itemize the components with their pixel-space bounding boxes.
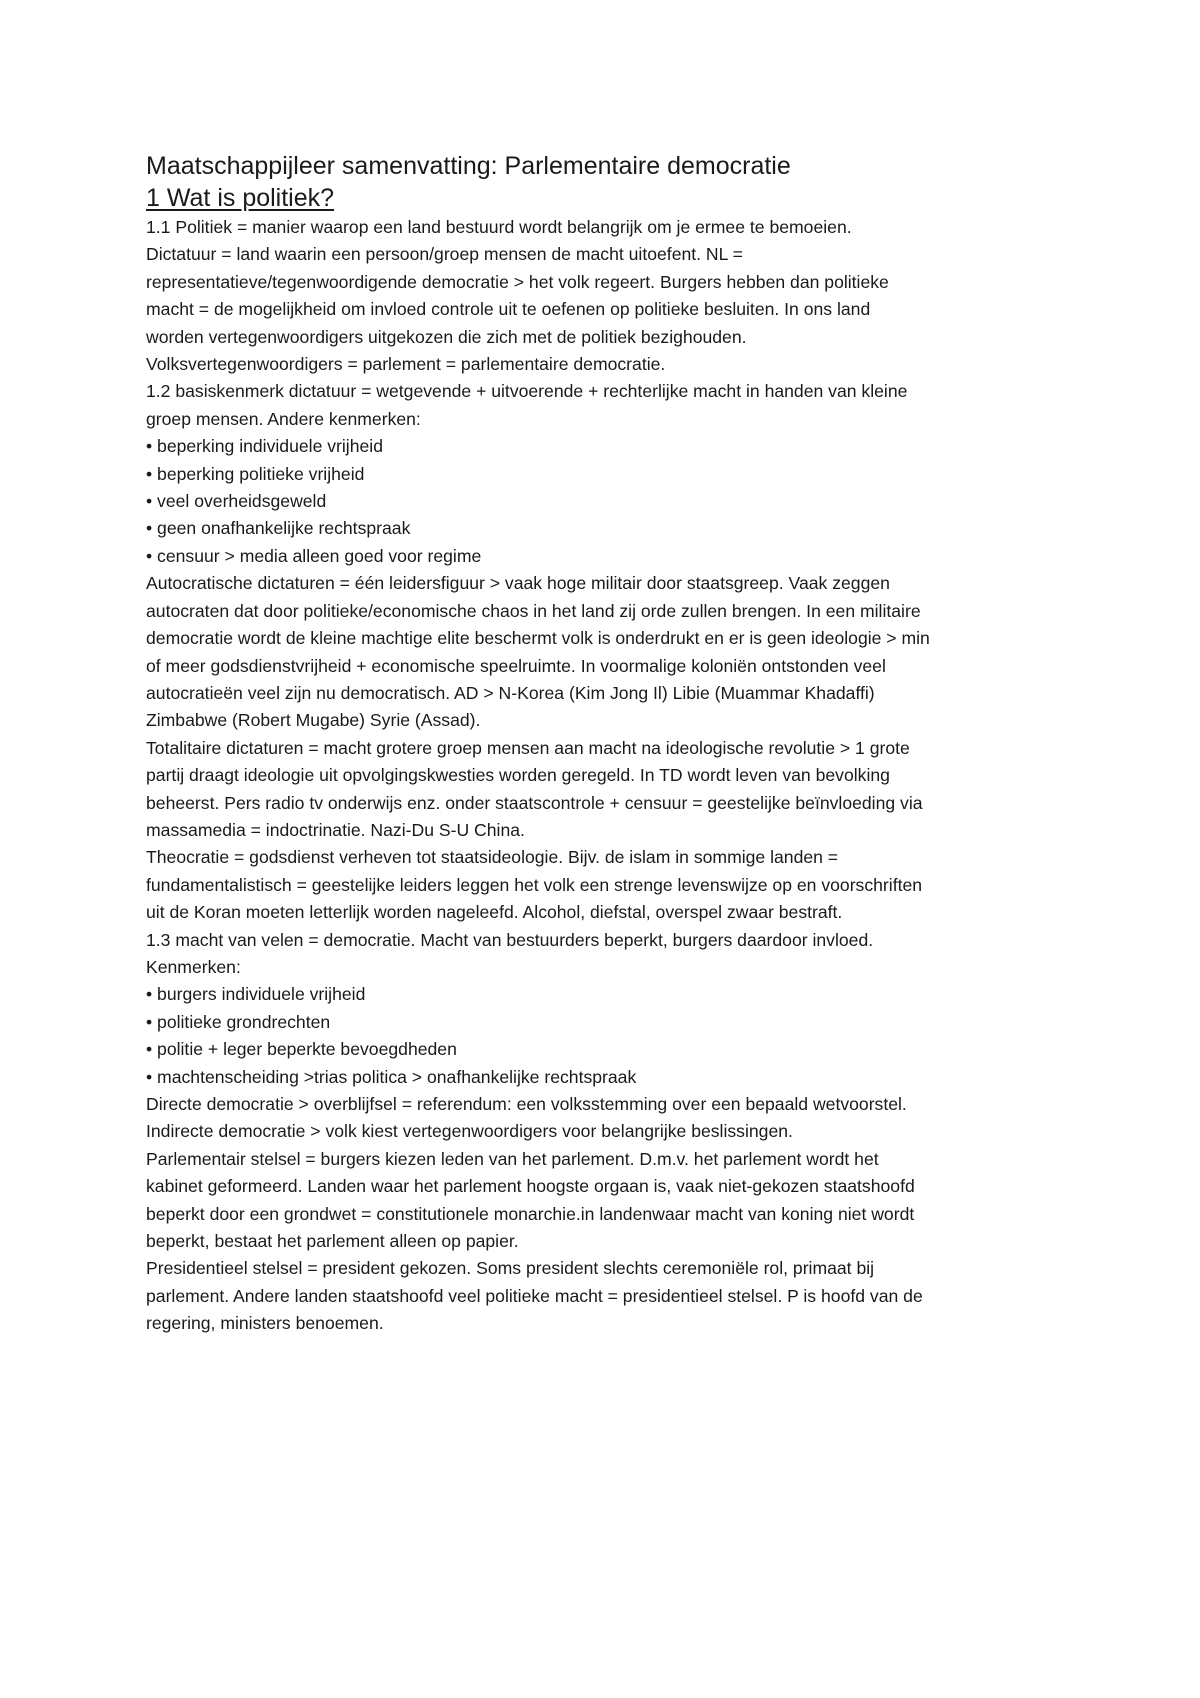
text-line: Autocratische dictaturen = één leidersfiguur > vaak hoge militair door staatsgreep. Vaak zeggen (146, 573, 890, 594)
text-line: Dictatuur = land waarin een persoon/groep mensen de macht uitoefent. NL = (146, 244, 743, 265)
text-line: Volksvertegenwoordigers = parlement = parlementaire democratie. (146, 354, 666, 375)
text-line: • politie + leger beperkte bevoegdheden (146, 1039, 457, 1060)
text-line: Kenmerken: (146, 956, 241, 977)
text-line: autocratieën veel zijn nu democratisch. AD > N-Korea (Kim Jong Il) Libie (Muammar Khadaffi) (146, 682, 875, 703)
text-line: regering, ministers benoemen. (146, 1313, 384, 1334)
text-line: kabinet geformeerd. Landen waar het parlement hoogste orgaan is, vaak niet-gekozen staatshoofd (146, 1176, 915, 1197)
text-line: Directe democratie > overblijfsel = referendum: een volksstemming over een bepaald wetvoorstel. (146, 1094, 907, 1114)
text-line: • beperking individuele vrijheid (146, 436, 383, 457)
text-line: Indirecte democratie > volk kiest vertegenwoordigers voor belangrijke beslissingen. (146, 1121, 793, 1142)
text-line: 1.3 macht van velen = democratie. Macht van bestuurders beperkt, burgers daardoor invloed. (146, 929, 874, 950)
text-line: • censuur > media alleen goed voor regime (146, 545, 482, 566)
document-body (146, 150, 1076, 1338)
text-line: • machtenscheiding >trias politica > onafhankelijke rechtspraak (146, 1066, 637, 1087)
text-line: democratie wordt de kleine machtige elite beschermt volk is onderdrukt en er is geen ideologie > min (146, 628, 930, 649)
text-line: parlement. Andere landen staatshoofd veel politieke macht = presidentieel stelsel. P is hoofd van de (146, 1285, 923, 1306)
text-line: beperkt door een grondwet = constitutionele monarchie.in landenwaar macht van koning niet wordt (146, 1203, 915, 1224)
text-line: representatieve/tegenwoordigende democratie > het volk regeert. Burgers hebben dan politieke (146, 271, 889, 292)
text-line: uit de Koran moeten letterlijk worden nageleefd. Alcohol, diefstal, overspel zwaar bestraft. (146, 902, 843, 923)
section-heading: 1 Wat is politiek? (146, 184, 335, 212)
text-line: worden vertegenwoordigers uitgekozen die zich met de politiek bezighouden. (146, 326, 747, 347)
text-line: Parlementair stelsel = burgers kiezen leden van het parlement. D.m.v. het parlement wordt het (146, 1148, 879, 1169)
text-line: beheerst. Pers radio tv onderwijs enz. onder staatscontrole + censuur = geestelijke beïnvloeding via (146, 792, 923, 813)
text-line: groep mensen. Andere kenmerken: (146, 408, 421, 429)
text-line: partij draagt ideologie uit opvolgingskwesties worden geregeld. In TD wordt leven van bevolking (146, 765, 890, 786)
text-line: autocraten dat door politieke/economische chaos in het land zij orde zullen brengen. In een militaire (146, 600, 921, 621)
text-line: • geen onafhankelijke rechtspraak (146, 518, 411, 539)
text-line: Presidentieel stelsel = president gekozen. Soms president slechts ceremoniële rol, primaat bij (146, 1258, 875, 1279)
document-title: Maatschappijleer samenvatting: Parlementaire democratie (146, 152, 791, 180)
text-line: Totalitaire dictaturen = macht grotere groep mensen aan macht na ideologische revolutie > 1 grote (146, 737, 910, 758)
text-line: of meer godsdienstvrijheid + economische speelruimte. In voormalige koloniën ontstonden veel (146, 655, 886, 676)
text-line: 1.2 basiskenmerk dictatuur = wetgevende + uitvoerende + rechterlijke macht in handen van kleine (146, 381, 908, 402)
text-line: • politieke grondrechten (146, 1011, 331, 1032)
text-line: 1.1 Politiek = manier waarop een land bestuurd wordt belangrijk om je ermee te bemoeien. (146, 217, 852, 237)
text-line: Theocratie = godsdienst verheven tot staatsideologie. Bijv. de islam in sommige landen = (146, 847, 839, 868)
text-line: massamedia = indoctrinatie. Nazi-Du S-U China. (146, 819, 525, 840)
text-line: • veel overheidsgeweld (146, 491, 327, 512)
text-line: Zimbabwe (Robert Mugabe) Syrie (Assad). (146, 710, 481, 731)
text-line: fundamentalistisch = geestelijke leiders leggen het volk een strenge levenswijze op en voorschriften (146, 874, 923, 895)
text-line: • burgers individuele vrijheid (146, 984, 366, 1005)
paragraph-lines (146, 214, 1076, 1338)
text-line: beperkt, bestaat het parlement alleen op papier. (146, 1231, 519, 1252)
text-line: macht = de mogelijkheid om invloed controle uit te oefenen op politieke besluiten. In ons land (146, 299, 871, 320)
text-line: • beperking politieke vrijheid (146, 463, 365, 484)
